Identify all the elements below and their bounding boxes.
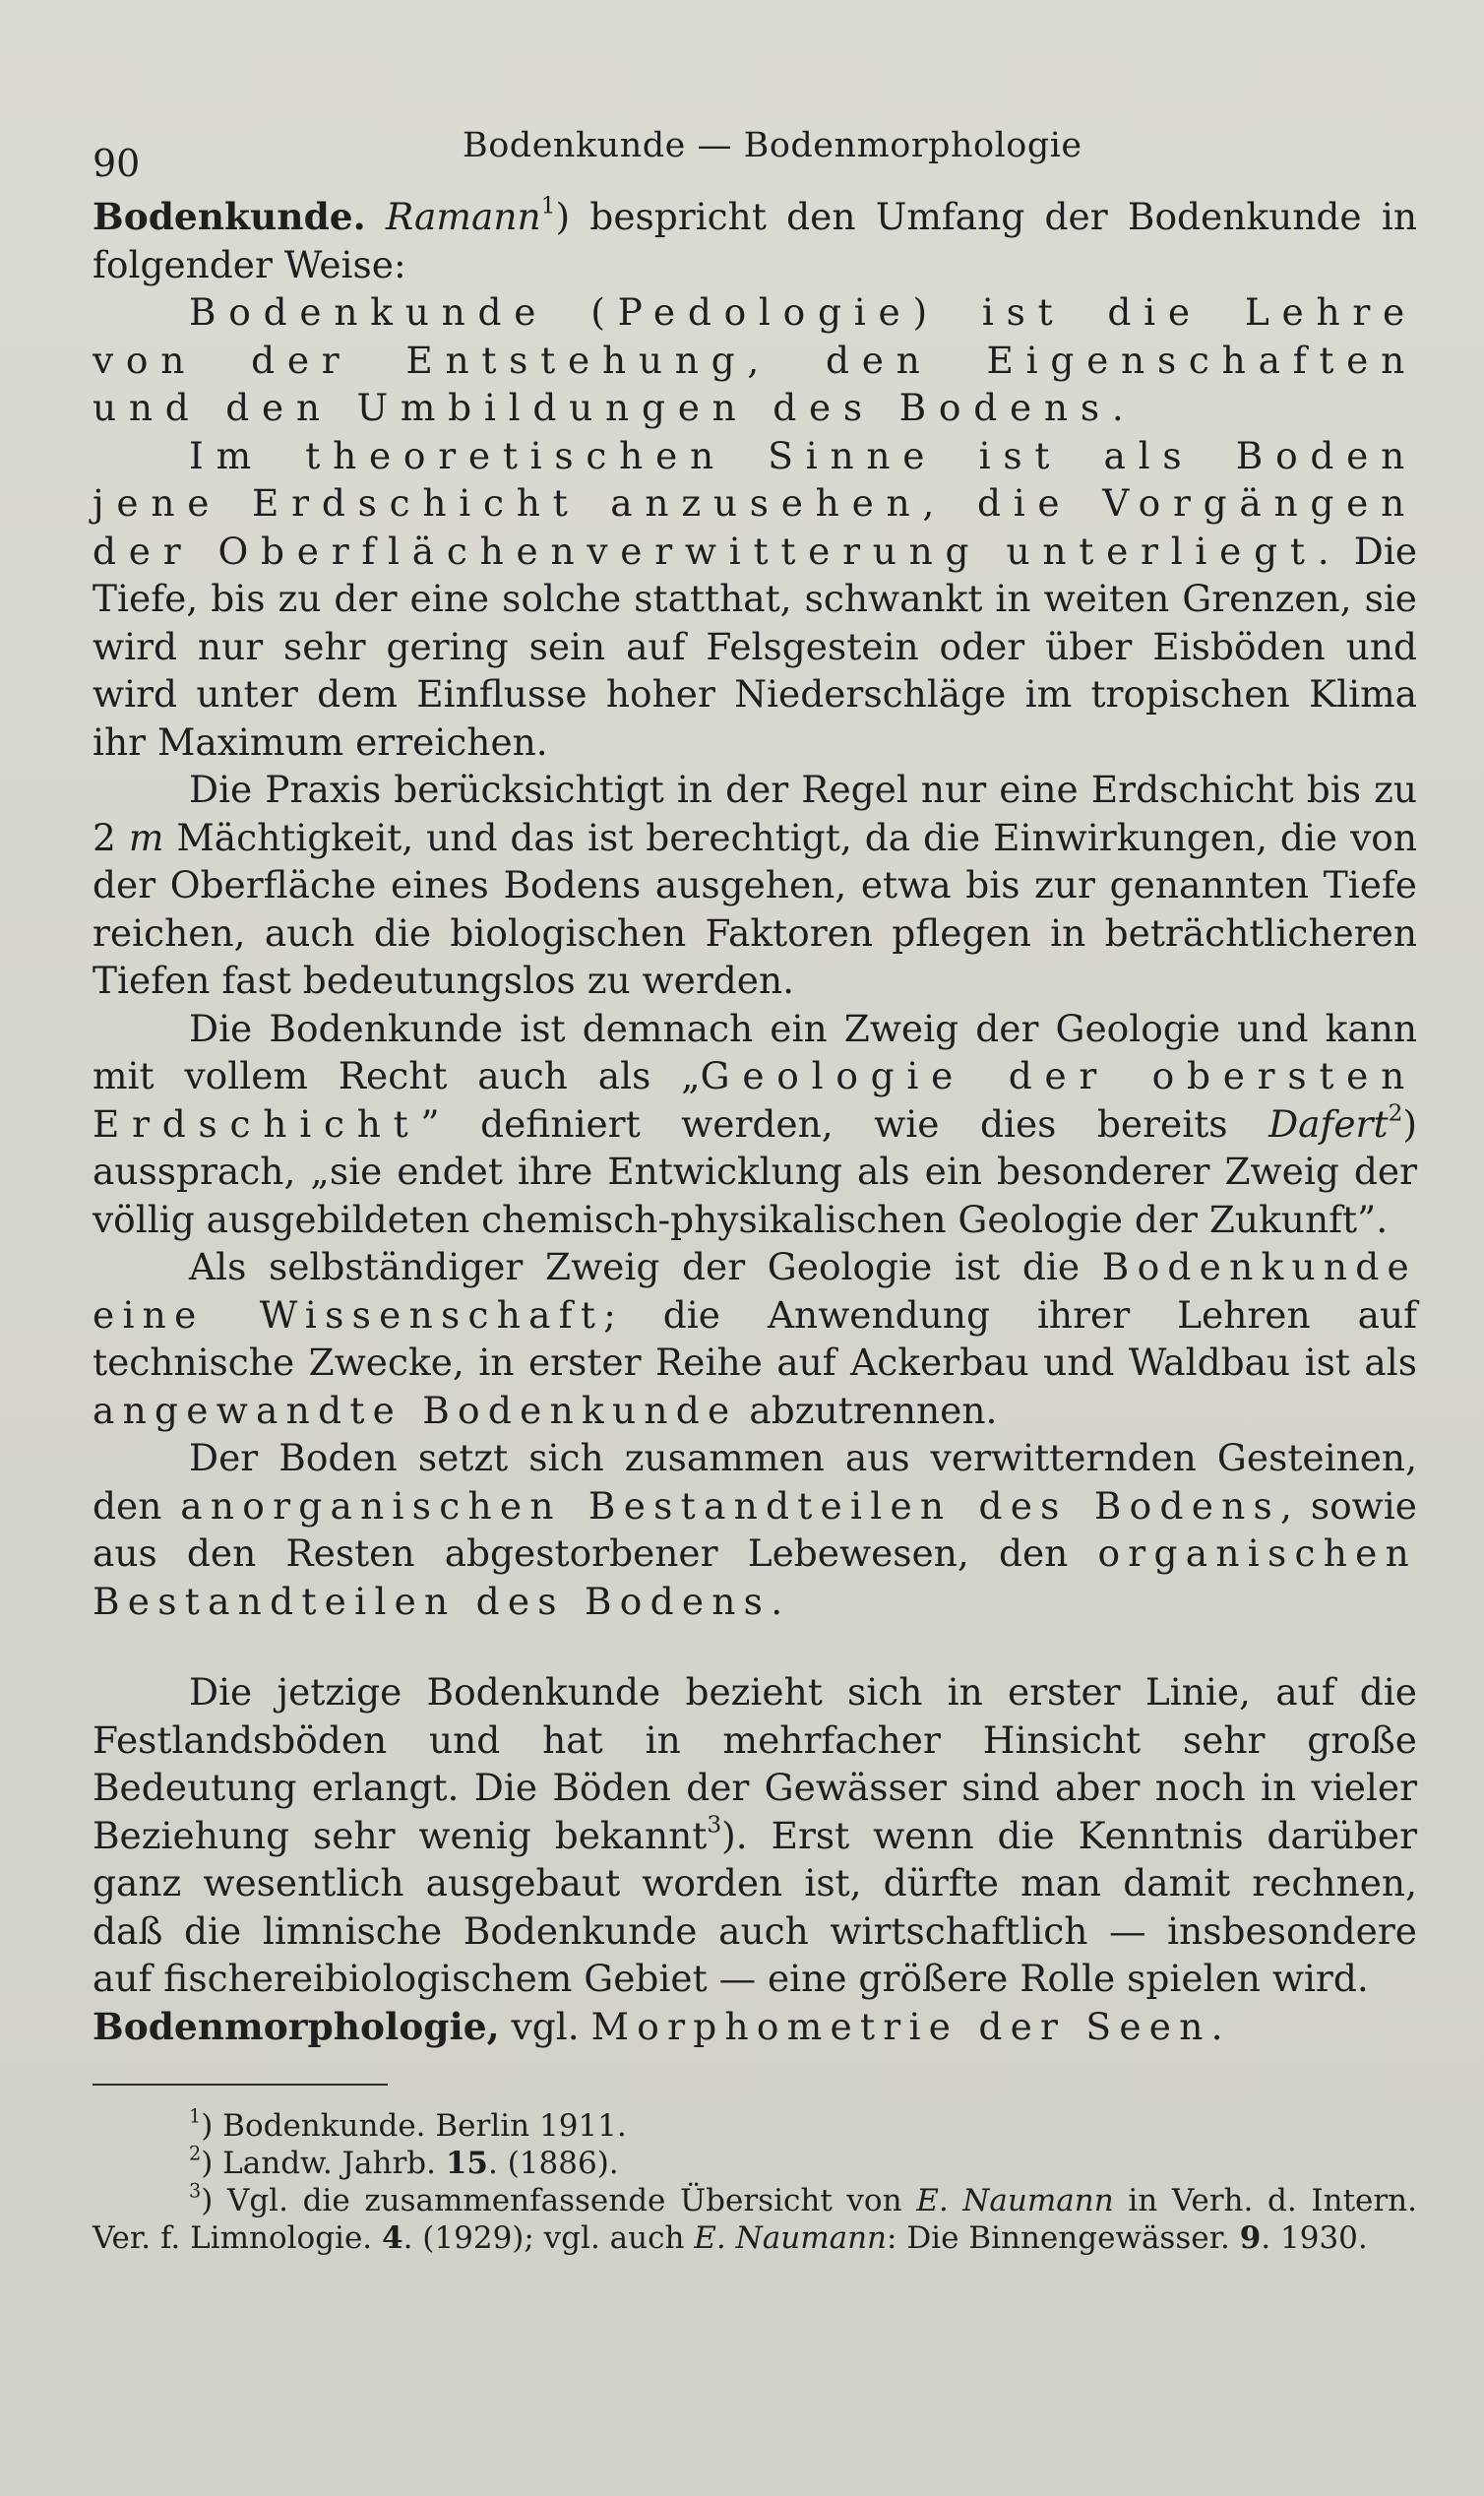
paragraph-text: . bbox=[771, 1579, 783, 1623]
paragraph-practice bbox=[93, 766, 1417, 1005]
definition-paragraph: Bodenkunde (Pedologie) ist die Lehre von der Entstehung, den Eigenschaften und den Umbildungen des Bodens. bbox=[93, 290, 1417, 429]
footnote-text: : Die Binnengewässer. bbox=[887, 2220, 1240, 2256]
main-text bbox=[93, 193, 1417, 2050]
footnote-number: 3 bbox=[189, 2179, 202, 2203]
paragraph-theory bbox=[93, 432, 1417, 767]
footnote-text: . (1929); vgl. auch bbox=[402, 2220, 695, 2256]
footnote-text: ) Bodenkunde. Berlin 1911. bbox=[201, 2108, 627, 2144]
footnote-3 bbox=[93, 2179, 1418, 2257]
footnote-text: . 1930. bbox=[1261, 2220, 1368, 2256]
spaced-text: Bodenkunde eine Wissenschaft bbox=[93, 1245, 1417, 1337]
footnote-text: ) Vgl. die zusammenfassende Übersicht von bbox=[201, 2183, 917, 2218]
paragraph-text: ” definiert werden, wie dies bereits bbox=[420, 1101, 1269, 1146]
footnote-1 bbox=[93, 2104, 1417, 2145]
paragraph-text: ) aussprach, „sie endet ihre Entwicklung als ein besonderer Zweig der völlig ausgebildeten chemisch-physikalischen Geologie der Zukunft”. bbox=[93, 1101, 1417, 1241]
entry-headword: Bodenkunde. bbox=[93, 195, 366, 238]
paragraph-current bbox=[93, 1668, 1417, 2003]
entry-bodenkunde-intro bbox=[93, 193, 1417, 288]
footnote-number: 2 bbox=[189, 2142, 202, 2165]
paragraph-text: Der Boden setzt sich zusammen aus verwitternden Gesteinen, den bbox=[93, 1436, 1417, 1528]
paragraph-text: Die Tiefe, bis zu der eine solche statthat, schwankt in weiten Grenzen, sie wird nur sehr gering sein auf Felsgestein oder über Eisböden und wird unter dem Einflusse hoher Niederschläge im tropischen Klima ihr Maximum erreichen. bbox=[93, 529, 1418, 764]
footnote-marker: 1 bbox=[540, 192, 556, 219]
footnotes bbox=[93, 2104, 1418, 2257]
footnote-text: . (1886). bbox=[488, 2146, 619, 2181]
entry-headword: Bodenmorphologie, bbox=[93, 2004, 500, 2048]
page-header bbox=[93, 116, 1417, 193]
paragraph-text: ). Erst wenn die Kenntnis darüber ganz wesentlich ausgebaut worden ist, dürfte man damit rechnen, daß die limnische Bodenkunde auch wirtschaftlich — insbesondere auf fischereibiologischem Gebiet — eine größere Rolle spielen wird. bbox=[93, 1813, 1417, 2000]
volume-number: 9 bbox=[1239, 2220, 1262, 2256]
paragraph-text: abzutrennen. bbox=[737, 1388, 998, 1432]
spaced-text: angewandte Bodenkunde bbox=[93, 1388, 738, 1432]
intro-text: ) bespricht den Umfang der Bodenkunde in folgender Weise: bbox=[93, 195, 1418, 286]
paragraph-geology bbox=[93, 1005, 1417, 1244]
footnote-divider bbox=[93, 2084, 388, 2086]
paragraph-gap bbox=[93, 1625, 1417, 1668]
paragraph-text: , sowie aus den Resten abgestorbener Lebewesen, den bbox=[93, 1483, 1417, 1575]
unit-text: m bbox=[128, 815, 164, 859]
paragraph-text: Die Bodenkunde ist demnach ein Zweig der Geologie und kann mit vollem Recht auch als „ bbox=[93, 1006, 1417, 1097]
paragraph-text: Die jetzige Bodenkunde bezieht sich in erster Linie, auf die Festlandsböden und hat in mehrfacher Hinsicht sehr große Bedeutung erlangt. Die Böden der Gewässer sind aber noch in vieler Beziehung sehr wenig bekannt bbox=[93, 1670, 1417, 1857]
volume-number: 15 bbox=[445, 2146, 488, 2181]
footnote-2 bbox=[93, 2142, 1417, 2182]
paragraph-text: ; die Anwendung ihrer Lehren auf technische Zwecke, in erster Reihe auf Ackerbau und Waldbau ist als bbox=[93, 1292, 1417, 1384]
entry-bodenmorphologie bbox=[93, 2003, 1417, 2051]
volume-number: 4 bbox=[382, 2220, 403, 2256]
cross-reference: Morphometrie der Seen. bbox=[590, 2004, 1231, 2048]
page-number: 90 bbox=[93, 142, 141, 185]
spaced-text: anorganischen Bestandteilen des Bodens bbox=[180, 1483, 1281, 1528]
paragraph-text: Mächtigkeit, und das ist berechtigt, da die Einwirkungen, die von der Oberfläche eines Bodens ausgehen, etwa bis zur genannten Tiefe reichen, auch die biologischen Faktoren pflegen in beträchtlicheren Tiefen fast bedeutungslos zu werden. bbox=[93, 815, 1417, 1002]
footnote-number: 1 bbox=[189, 2104, 202, 2128]
running-head: Bodenkunde — Bodenmorphologie bbox=[463, 126, 1082, 165]
spaced-text: Geologie der obersten Erdschicht bbox=[93, 1054, 1418, 1146]
author-name: Dafert bbox=[1268, 1101, 1389, 1146]
paragraph-composition bbox=[93, 1434, 1417, 1625]
spaced-text: organischen Bestandteilen des Bodens bbox=[93, 1531, 1417, 1623]
footnote-text: ) Landw. Jahrb. bbox=[201, 2146, 446, 2181]
footnote-marker: 2 bbox=[1388, 1099, 1403, 1127]
author-name: E. Naumann bbox=[916, 2183, 1114, 2218]
footnote-text: in Verh. d. Intern. Ver. f. Limnologie. bbox=[93, 2183, 1418, 2256]
author-name: Ramann bbox=[385, 195, 541, 238]
author-name: E. Naumann bbox=[694, 2220, 888, 2256]
footnote-marker: 3 bbox=[707, 1811, 722, 1839]
paragraph-science bbox=[93, 1243, 1417, 1434]
paragraph-text: Als selbständiger Zweig der Geologie ist die bbox=[189, 1245, 1102, 1288]
paragraph-text: Die Praxis berücksichtigt in der Regel nur eine Erdschicht bis zu 2 bbox=[93, 768, 1417, 859]
spaced-text: Im theoretischen Sinne ist als Boden jene Erdschicht anzusehen, die Vorgängen der Oberflächenverwitterung unterliegt. bbox=[93, 433, 1417, 573]
entry-text: vgl. bbox=[499, 2004, 591, 2048]
